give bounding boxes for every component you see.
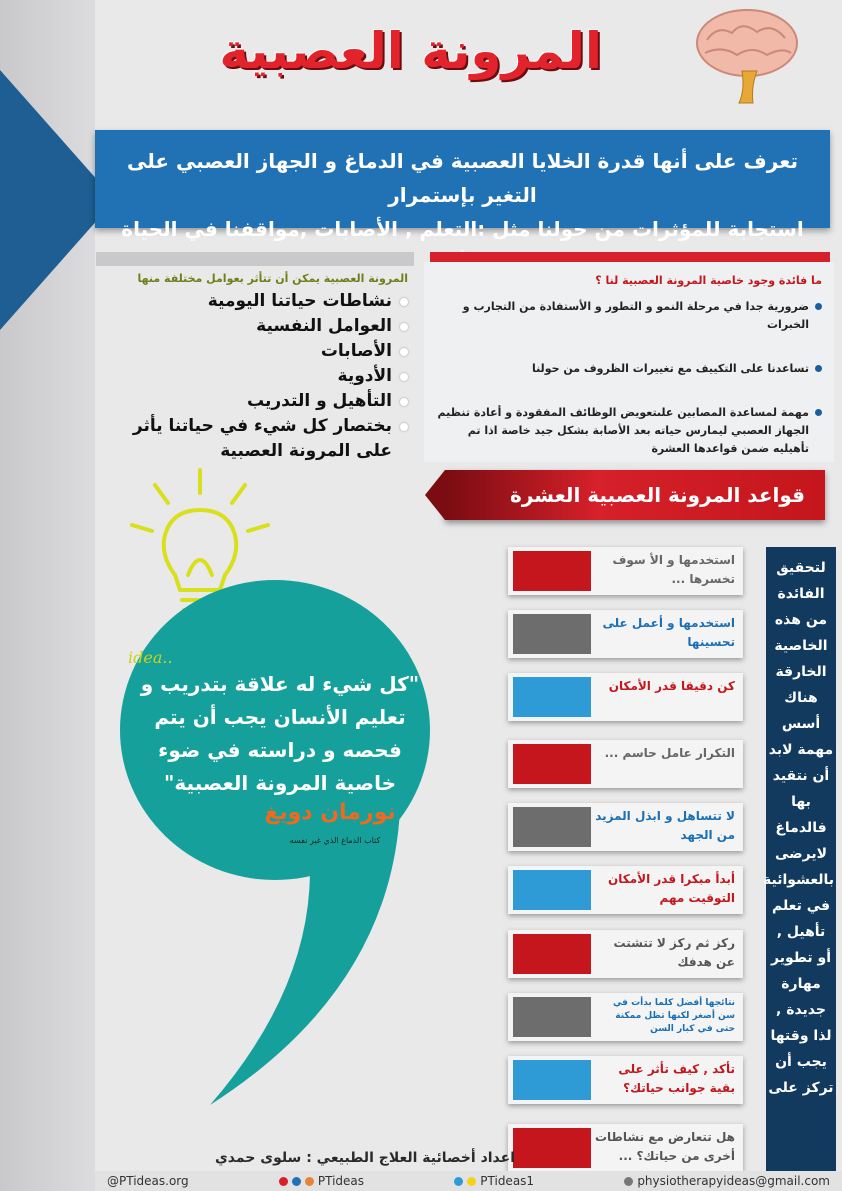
rule-swatch bbox=[513, 997, 591, 1037]
bullet-icon bbox=[815, 409, 822, 416]
bullet-icon bbox=[400, 298, 408, 306]
rule-text: التكرار عامل حاسم ... bbox=[604, 746, 735, 760]
rule-text: استخدمها و الأ سوف تخسرها ... bbox=[612, 553, 735, 586]
factor-item bbox=[98, 314, 408, 339]
benefits-panel bbox=[424, 262, 834, 462]
twitter-icon bbox=[454, 1177, 463, 1186]
benefit-item bbox=[436, 298, 822, 334]
footer bbox=[95, 1171, 842, 1191]
rule-text: لا تتساهل و ابذل المزيد من الجهد bbox=[595, 809, 735, 842]
factor-item bbox=[98, 289, 408, 314]
benefit-item bbox=[436, 404, 822, 458]
rule-card bbox=[508, 610, 743, 658]
bullet-icon bbox=[815, 303, 822, 310]
footer-email[interactable] bbox=[624, 1174, 830, 1188]
email-icon bbox=[624, 1177, 633, 1186]
factor-text: التأهيل و التدريب bbox=[247, 391, 392, 411]
rule-text: استخدمها و أعمل على تحسينها bbox=[602, 616, 735, 649]
benefit-text: ضرورية جدا في مرحلة النمو و التطور و الأستفادة من التجارب و الخبرات bbox=[462, 300, 809, 331]
rule-text: ركز ثم ركز لا تتشتت عن هدفك bbox=[613, 936, 735, 969]
footer-snap-text: PTideas1 bbox=[480, 1174, 535, 1188]
rule-text: نتائجها أفضل كلما بدأت في سن أصغر لكنها تظل ممكنة حتى في كبار السن bbox=[612, 998, 735, 1034]
idea-label: idea.. bbox=[128, 648, 173, 667]
rule-swatch bbox=[513, 614, 591, 654]
rule-swatch bbox=[513, 744, 591, 784]
factor-item bbox=[98, 339, 408, 364]
factor-text: بختصار كل شيء في حياتنا يأثر على المرونة العصبية bbox=[132, 416, 392, 461]
quote-tail bbox=[190, 810, 410, 1110]
factor-text: نشاطات حياتنا اليومية bbox=[207, 291, 392, 311]
rule-text: كن دقيقا قدر الأمكان bbox=[608, 679, 735, 693]
footer-snap[interactable] bbox=[454, 1174, 534, 1188]
benefit-text: مهمة لمساعدة المصابين علىتعويض الوظائف المفقودة و أعادة تنظيم الجهاز العصبي ليمارس حياته بعد الأصابة بشكل جيد خاصة اذا تم تأهيليه ضمن قواعدها العشرة bbox=[437, 406, 809, 455]
rule-text: تأكد , كيف تأثر على بقية جوانب حياتك؟ bbox=[618, 1062, 735, 1095]
rule-swatch bbox=[513, 1060, 591, 1100]
bullet-icon bbox=[400, 398, 408, 406]
quote-book: كتاب الدماغ الذي غير نفسه bbox=[289, 836, 381, 845]
rule-card bbox=[508, 1056, 743, 1104]
benefit-text: تساعدنا على التكييف مع تغييرات الظروف من حولنا bbox=[531, 362, 809, 375]
divider-bar-left bbox=[96, 252, 414, 266]
footer-social[interactable] bbox=[279, 1174, 364, 1188]
snapchat-icon bbox=[467, 1177, 476, 1186]
bullet-icon bbox=[400, 373, 408, 381]
quote-text: "كل شيء له علاقة بتدريب و تعليم الأنسان يجب أن يتم فحصه و دراسته في ضوء خاصية المرونة العصبية" bbox=[140, 672, 420, 795]
page-title: المرونة العصبية bbox=[219, 22, 602, 80]
factors-intro: المرونة العصبية يمكن أن تتأثر بعوامل مختلفة منها bbox=[137, 272, 408, 285]
banner-notch bbox=[425, 470, 445, 520]
credit-line: اعداد أخصائية العلاج الطبيعي : سلوى حمدي bbox=[214, 1150, 515, 1166]
bullet-icon bbox=[400, 348, 408, 356]
definition-box bbox=[95, 130, 830, 241]
rule-card bbox=[508, 803, 743, 851]
footer-twitter-text: @PTideas.org bbox=[107, 1174, 189, 1188]
rule-card bbox=[508, 547, 743, 595]
rule-swatch bbox=[513, 551, 591, 591]
factor-text: العوامل النفسية bbox=[256, 316, 392, 336]
factor-item bbox=[98, 389, 408, 414]
instagram-icon bbox=[305, 1177, 314, 1186]
rule-card bbox=[508, 740, 743, 788]
footer-email-text: physiotherapyideas@gmail.com bbox=[637, 1174, 830, 1188]
rule-swatch bbox=[513, 677, 591, 717]
rule-swatch bbox=[513, 807, 591, 847]
factor-item bbox=[98, 364, 408, 389]
rules-banner bbox=[445, 470, 825, 520]
rule-swatch bbox=[513, 934, 591, 974]
footer-social-text: PTideas bbox=[317, 1174, 365, 1188]
rule-text: هل تتعارض مع نشاطات أخرى من حياتك؟ ... bbox=[594, 1130, 735, 1163]
factor-text: الأدوية bbox=[337, 366, 392, 386]
rule-card bbox=[508, 673, 743, 721]
rule-text: أبدأ مبكرا قدر الأمكان التوقيت مهم bbox=[608, 872, 735, 905]
rules-title: قواعد المرونة العصبية العشرة bbox=[510, 483, 805, 507]
bullet-icon bbox=[400, 323, 408, 331]
bullet-icon bbox=[400, 423, 408, 431]
rule-swatch bbox=[513, 870, 591, 910]
definition-line-2: استجابة للمؤثرات من حولنا مثل :التعلم , الأصابات ,مواقفنا في الحياة bbox=[121, 217, 804, 241]
rule-card bbox=[508, 1124, 743, 1172]
bullet-icon bbox=[815, 365, 822, 372]
rule-swatch bbox=[513, 1128, 591, 1168]
factor-text: الأصابات bbox=[320, 341, 392, 361]
factor-item bbox=[98, 414, 408, 464]
rule-card bbox=[508, 930, 743, 978]
footer-twitter[interactable] bbox=[107, 1174, 189, 1188]
rule-card bbox=[508, 866, 743, 914]
definition-line-1: تعرف على أنها قدرة الخلايا العصبية في الدماغ و الجهاز العصبي على التغير بإستمرار bbox=[126, 149, 799, 207]
benefits-question: ما فائدة وجود خاصية المرونة العصبية لنا ؟ bbox=[595, 274, 822, 287]
quote-author: نورمان دويغ bbox=[264, 800, 396, 825]
facebook-icon bbox=[292, 1177, 301, 1186]
rule-card bbox=[508, 993, 743, 1041]
side-column: لتحقيق الفائدة من هذه الخاصية الخارقة هناك أسس مهمة لابد أن نتقيد بها فالدماغ لايرضى بالعشوائية في تعلم تأهيل , أو تطوير مهارة جديدة , لذا وقتها يجب أن تركز على bbox=[766, 547, 836, 1172]
factors-list bbox=[98, 272, 408, 464]
youtube-icon bbox=[279, 1177, 288, 1186]
benefit-item bbox=[436, 360, 822, 378]
brain-icon bbox=[687, 5, 807, 105]
